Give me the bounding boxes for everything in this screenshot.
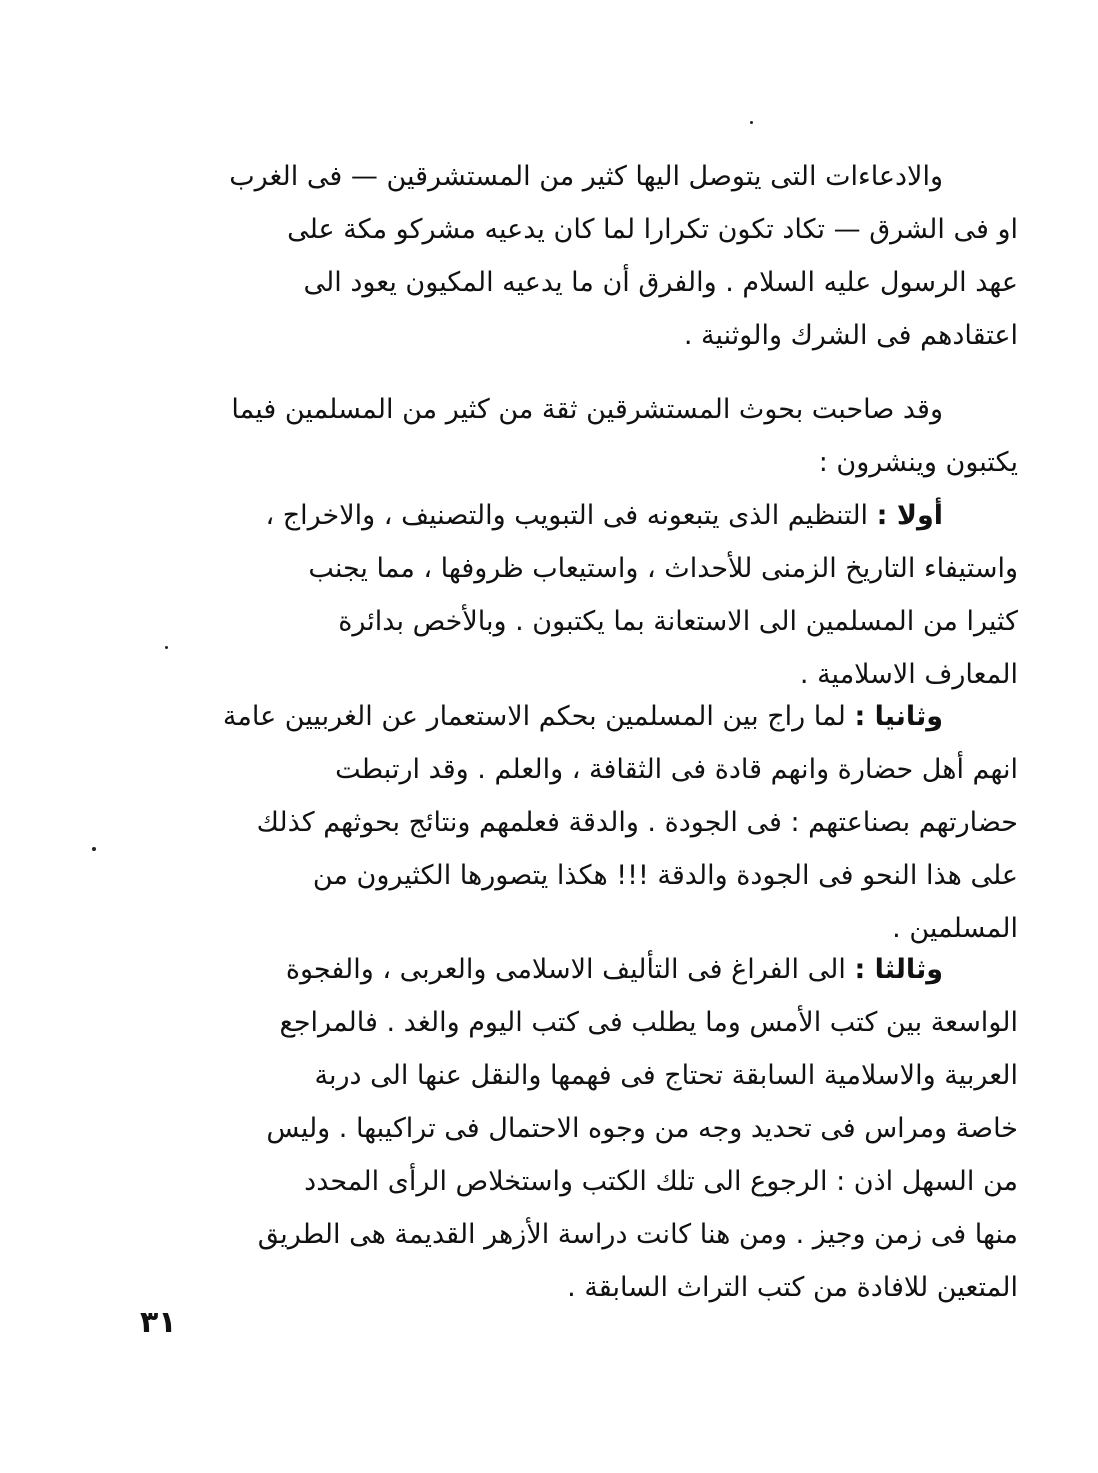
text-line: من السهل اذن : الرجوع الى تلك الكتب واستخلاص الرأى المحدد bbox=[304, 1166, 1018, 1197]
paragraph-lead: وثالثا : bbox=[854, 954, 943, 985]
text-span: الى الفراغ فى التأليف الاسلامى والعربى ، والفجوة bbox=[285, 954, 846, 985]
text-line: المعارف الاسلامية . bbox=[799, 659, 1018, 690]
text-line: المسلمين . bbox=[892, 913, 1018, 944]
text-line: خاصة ومراس فى تحديد وجه من وجوه الاحتمال فى تراكيبها . وليس bbox=[266, 1113, 1018, 1144]
text-line: العربية والاسلامية السابقة تحتاج فى فهمها والنقل عنها الى دربة bbox=[314, 1060, 1018, 1091]
text-span: التنظيم الذى يتبعونه فى التبويب والتصنيف ، والاخراج ، bbox=[265, 500, 869, 531]
text-line: كثيرا من المسلمين الى الاستعانة بما يكتبون . وبالأخص بدائرة bbox=[338, 606, 1018, 637]
text-line: حضارتهم بصناعتهم : فى الجودة . والدقة فعلمهم ونتائج بحوثهم كذلك bbox=[256, 807, 1018, 838]
text-line: يكتبون وينشرون : bbox=[818, 447, 1018, 478]
paragraph-second bbox=[100, 690, 1018, 955]
paragraph-trust bbox=[100, 383, 1018, 489]
text-line: عهد الرسول عليه السلام . والفرق أن ما يدعيه المكيون يعود الى bbox=[303, 267, 1018, 298]
paragraph-intro bbox=[100, 150, 1018, 362]
text-line: على هذا النحو فى الجودة والدقة !!! هكذا يتصورها الكثيرون من bbox=[312, 860, 1018, 891]
text-line: المتعين للافادة من كتب التراث السابقة . bbox=[567, 1272, 1018, 1303]
text-line: انهم أهل حضارة وانهم قادة فى الثقافة ، والعلم . وقد ارتبطت bbox=[335, 754, 1018, 785]
scan-speck bbox=[750, 121, 753, 124]
text-line: وقد صاحبت بحوث المستشرقين ثقة من كثير من المسلمين فيما bbox=[231, 394, 943, 425]
scan-speck bbox=[92, 847, 96, 851]
paragraph-first bbox=[100, 489, 1018, 701]
text-span: لما راج بين المسلمين بحكم الاستعمار عن الغربيين عامة bbox=[222, 701, 846, 732]
paragraph-third bbox=[100, 943, 1018, 1314]
page-number: ٣١ bbox=[140, 1305, 177, 1340]
paragraph-lead: أولا : bbox=[876, 500, 943, 531]
text-line: اعتقادهم فى الشرك والوثنية . bbox=[683, 320, 1018, 351]
paragraph-lead: وثانيا : bbox=[854, 701, 943, 732]
text-line: الواسعة بين كتب الأمس وما يطلب فى كتب اليوم والغد . فالمراجع bbox=[279, 1007, 1018, 1038]
text-line bbox=[100, 943, 1018, 996]
text-line: والادعاءات التى يتوصل اليها كثير من المستشرقين — فى الغرب bbox=[229, 161, 943, 192]
text-line bbox=[100, 690, 1018, 743]
text-line: او فى الشرق — تكاد تكون تكرارا لما كان يدعيه مشركو مكة على bbox=[287, 214, 1018, 245]
text-line: منها فى زمن وجيز . ومن هنا كانت دراسة الأزهر القديمة هى الطريق bbox=[257, 1219, 1018, 1250]
text-line bbox=[100, 489, 1018, 542]
text-line: واستيفاء التاريخ الزمنى للأحداث ، واستيعاب ظروفها ، مما يجنب bbox=[308, 553, 1018, 584]
